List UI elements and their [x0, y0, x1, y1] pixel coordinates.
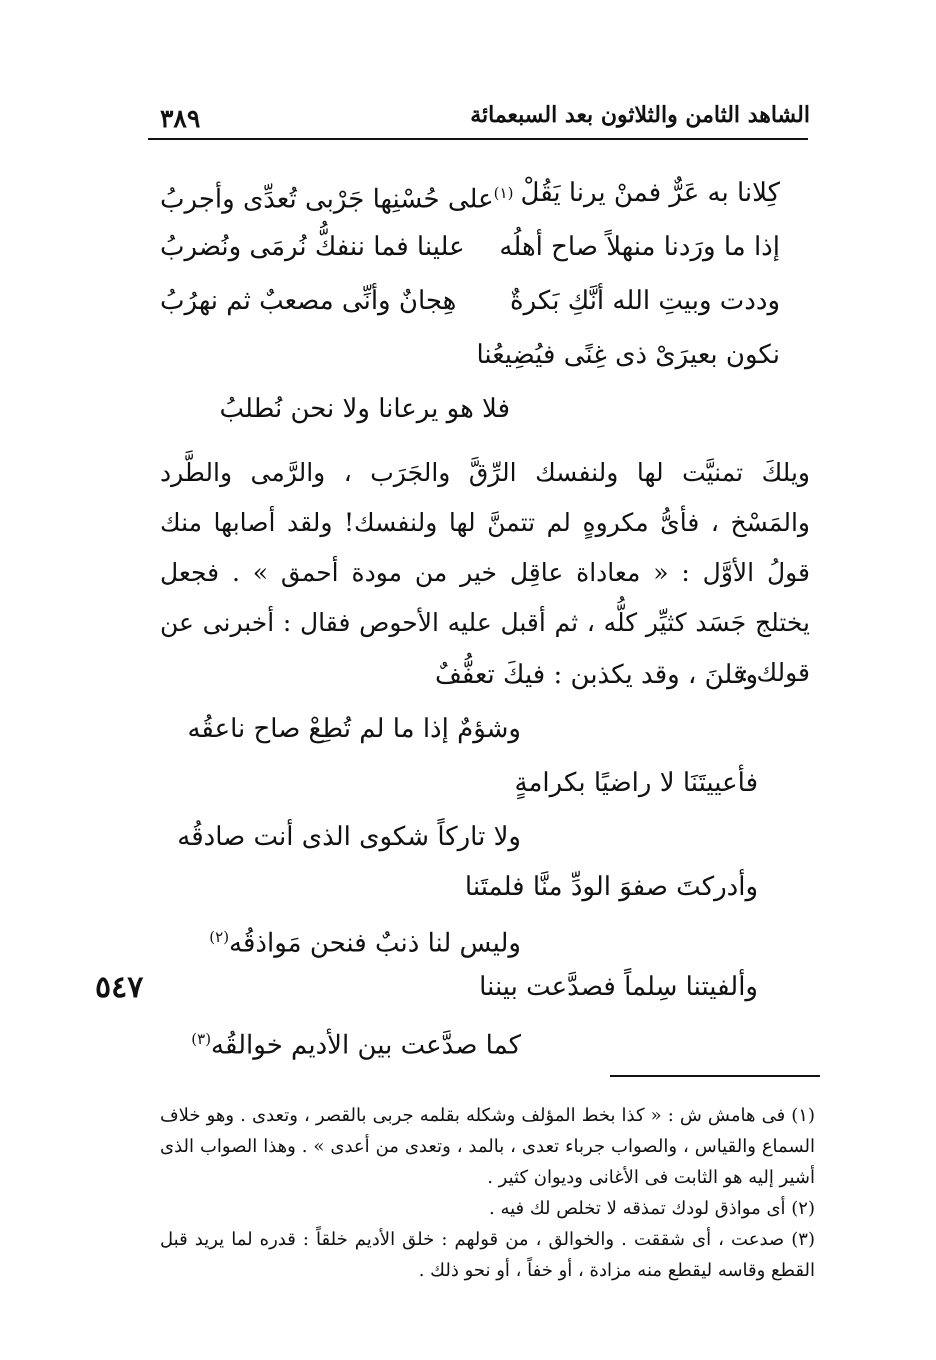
footnote-ref: (٣) — [191, 1030, 212, 1048]
verse-line — [150, 330, 810, 386]
footnote-ref: (٢) — [209, 928, 230, 946]
verse-line — [150, 168, 810, 224]
footnote-2: (٢) أى مواذق لودك تمذقه لا تخلص لك فيه . — [489, 1198, 815, 1219]
verse-line: وألفيتنا سِلماً فصدَّعت بيننا — [479, 972, 758, 1002]
margin-number: ٥٤٧ — [95, 970, 144, 1005]
verse-line: وقلنَ ، وقد يكذبن : فيكَ تعفُّفٌ — [434, 660, 758, 690]
verse-first-hemistich: كِلانا به عَرٌّ فمنْ يرنا يَقُلْ — [520, 178, 780, 208]
verse-second-hemistich: علينا فما ننفكُّ نُرمَى ونُضربُ — [160, 232, 465, 262]
footnote-1: (١) فى هامش ش : « كذا بخط المؤلف وشكله بقلمه جربى بالقصر ، وتعدى . وهو خلاف السماع والقياس ، والصواب جرباء تعدى ، بالمد ، وتعدى من أعدى » . وهذا الصواب الذى أشير إليه هو الثابت فى الأغانى وديوان كثير . — [160, 1105, 815, 1188]
verse-line: وشؤمٌ إذا ما لم تُطِعْ صاح ناعقُه — [187, 714, 521, 744]
page-number: ٣٨٩ — [160, 104, 201, 133]
verse-line: كما صدَّعت بين الأديم خوالقُه$^{(٣)}$ — [191, 1030, 521, 1061]
verse-second-hemistich: فلا هو يرعانا ولا نحن نُطلبُ — [219, 394, 510, 424]
header-rule — [148, 138, 808, 140]
verse-line: وأدركتَ صفوَ الودِّ منَّا فلمتَنا — [464, 872, 758, 902]
verse-second-hemistich: هِجانٌ وأنِّى مصعبٌ ثم نهرُبُ — [160, 286, 457, 316]
verse-first-hemistich: وددت وبيتِ الله أنَّكِ بَكرةٌ — [509, 286, 780, 316]
verse-line — [150, 384, 810, 440]
verse-line: فأعييتَنَا لا راضيًا بكرامةٍ — [514, 768, 758, 798]
verse-second-hemistich: $^{(١)}$على حُسْنِها جَرْبى تُعدِّى وأجربُ — [160, 184, 514, 215]
verse-line — [150, 276, 810, 332]
paragraph-text: ويلكَ تمنيَّت لها ولنفسك الرِّقَّ والجَرَب ، والرَّمى والطَّرد والمَسْخ ، فأىُّ مكروهٍ لم تتمنَّ لها ولنفسك! ولقد أصابها منك قولُ الأوَّل : « معاداة عاقِل خير من مودة أحمق » . فجعل يختلج جَسَد كثيِّر كلُّه ، ثم أقبل عليه الأحوص فقال : أخبرنى عن قولك : — [160, 458, 810, 687]
verse-first-hemistich: نكون بعيرَىْ ذى غِنًى فيُضِيعُنا — [476, 340, 780, 370]
footnote-rule — [610, 1075, 820, 1077]
verse-line — [150, 222, 810, 278]
verse-line: وليس لنا ذنبٌ فنحن مَواذقُه$^{(٢)}$ — [209, 928, 521, 959]
verse-line: ولا تاركاً شكوى الذى أنت صادقُه — [177, 822, 521, 852]
footnote-ref: (١) — [493, 184, 514, 202]
footnotes — [160, 1100, 815, 1286]
verse-first-hemistich: إذا ما ورَدنا منهلاً صاح أهلُه — [499, 232, 780, 262]
running-title: الشاهد الثامن والثلاثون بعد السبعمائة — [470, 102, 810, 128]
footnote-3: (٣) صدعت ، أى شققت . والخوالق ، من قولهم : خلق الأديم خلقاً : قدره لما يريد قبل القطع وقاسه ليقطع منه مزادة ، أو خفاً ، أو نحو ذلك . — [160, 1229, 815, 1281]
